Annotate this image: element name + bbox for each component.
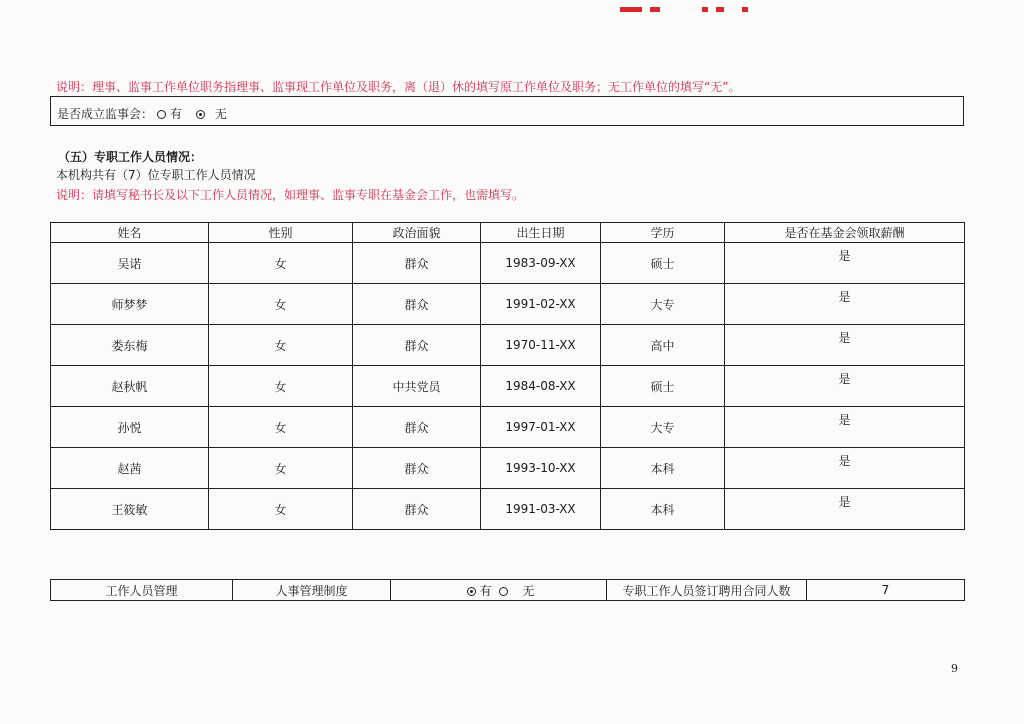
cell-gender: 女 <box>209 448 353 489</box>
header-salary: 是否在基金会领取薪酬 <box>725 223 965 243</box>
cell-education: 本科 <box>601 489 725 530</box>
cell-salary: 是 <box>725 243 965 284</box>
cell-gender: 女 <box>209 489 353 530</box>
option-no-label: 无 <box>522 583 535 598</box>
contract-count-label: 专职工作人员签订聘用合同人数 <box>607 580 807 601</box>
cell-name: 王筱敏 <box>51 489 209 530</box>
header-education: 学历 <box>601 223 725 243</box>
cell-gender: 女 <box>209 407 353 448</box>
cell-education: 高中 <box>601 325 725 366</box>
cell-name: 师梦梦 <box>51 284 209 325</box>
radio-yes-personnel-system[interactable] <box>467 587 476 596</box>
header-name: 姓名 <box>51 223 209 243</box>
radio-no-supervisors[interactable] <box>196 110 205 119</box>
cell-name: 吴诺 <box>51 243 209 284</box>
cell-political-status: 群众 <box>353 489 481 530</box>
cell-salary: 是 <box>725 489 965 530</box>
staff-note: 说明：请填写秘书长及以下工作人员情况，如理事、监事专职在基金会工作，也需填写。 <box>56 188 525 202</box>
cell-salary: 是 <box>725 284 965 325</box>
staff-table <box>50 222 965 530</box>
cell-salary: 是 <box>725 448 965 489</box>
cell-salary: 是 <box>725 407 965 448</box>
table-row <box>51 407 965 448</box>
table-row <box>51 243 965 284</box>
cell-education: 硕士 <box>601 366 725 407</box>
personnel-system-options <box>391 580 607 601</box>
table-row <box>51 284 965 325</box>
staff-management-row <box>51 580 965 601</box>
cell-birth-date: 1991-03-XX <box>481 489 601 530</box>
table-row <box>51 489 965 530</box>
cell-salary: 是 <box>725 325 965 366</box>
radio-yes-supervisors[interactable] <box>157 110 166 119</box>
cell-birth-date: 1991-02-XX <box>481 284 601 325</box>
board-of-supervisors-row <box>50 96 964 126</box>
cell-education: 大专 <box>601 284 725 325</box>
cell-political-status: 群众 <box>353 243 481 284</box>
option-yes-label: 有 <box>479 583 492 598</box>
staff-management-table <box>50 579 965 601</box>
cell-gender: 女 <box>209 325 353 366</box>
cell-name: 赵秋帆 <box>51 366 209 407</box>
cell-political-status: 中共党员 <box>353 366 481 407</box>
cell-education: 本科 <box>601 448 725 489</box>
cell-birth-date: 1993-10-XX <box>481 448 601 489</box>
cell-gender: 女 <box>209 366 353 407</box>
cell-name: 赵茜 <box>51 448 209 489</box>
board-of-supervisors-label: 是否成立监事会： <box>57 107 154 121</box>
cell-political-status: 群众 <box>353 284 481 325</box>
stamp-fragment <box>612 2 752 14</box>
board-of-supervisors-field <box>57 105 227 122</box>
table-row <box>51 366 965 407</box>
cell-gender: 女 <box>209 284 353 325</box>
cell-birth-date: 1970-11-XX <box>481 325 601 366</box>
cell-political-status: 群众 <box>353 448 481 489</box>
contract-count-value: 7 <box>807 580 965 601</box>
header-birth-date: 出生日期 <box>481 223 601 243</box>
cell-education: 硕士 <box>601 243 725 284</box>
cell-salary: 是 <box>725 366 965 407</box>
supervisor-note: 说明：理事、监事工作单位职务指理事、监事现工作单位及职务，离（退）休的填写原工作单位及职务；无工作单位的填写“无”。 <box>56 80 741 94</box>
section-title: （五）专职工作人员情况： <box>58 150 203 164</box>
radio-no-personnel-system[interactable] <box>499 587 508 596</box>
staff-count-line: 本机构共有（7）位专职工作人员情况 <box>56 168 256 182</box>
table-row <box>51 325 965 366</box>
cell-birth-date: 1983-09-XX <box>481 243 601 284</box>
cell-political-status: 群众 <box>353 407 481 448</box>
cell-birth-date: 1997-01-XX <box>481 407 601 448</box>
cell-birth-date: 1984-08-XX <box>481 366 601 407</box>
cell-gender: 女 <box>209 243 353 284</box>
header-political-status: 政治面貌 <box>353 223 481 243</box>
cell-education: 大专 <box>601 407 725 448</box>
table-row <box>51 448 965 489</box>
staff-table-header <box>51 223 965 243</box>
page-number: 9 <box>951 662 958 675</box>
header-gender: 性别 <box>209 223 353 243</box>
cell-name: 孙悦 <box>51 407 209 448</box>
cell-name: 娄东梅 <box>51 325 209 366</box>
cell-political-status: 群众 <box>353 325 481 366</box>
staff-management-label: 工作人员管理 <box>51 580 233 601</box>
personnel-system-label: 人事管理制度 <box>233 580 391 601</box>
option-no-label: 无 <box>214 107 227 121</box>
option-yes-label: 有 <box>170 107 183 121</box>
